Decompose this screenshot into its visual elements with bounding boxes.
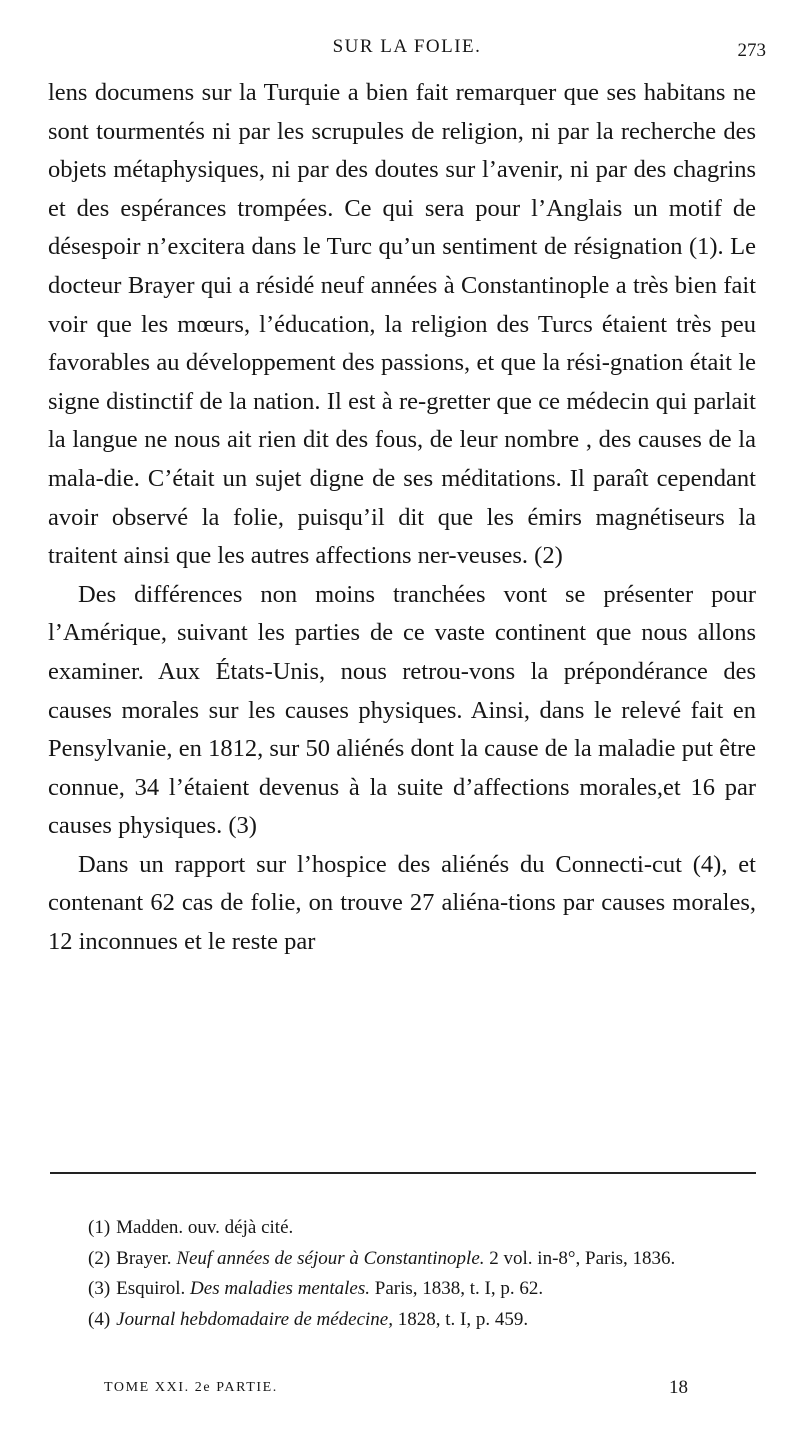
footnote-title: Des maladies mentales. xyxy=(190,1278,370,1299)
paragraph-1: lens documens sur la Turquie a bien fait remarquer que ses habitans ne sont tourmentés ni par les scrupules de religion, ni par la recherche des objets métaphysiques, ni par des doutes sur l’avenir, ni par des chagrins et des espérances trompées. Ce qui sera pour l’Anglais un motif de désespoir n’excitera dans le Turc qu’un sentiment de résignation (1). Le docteur Brayer qui a résidé neuf années à Constantinople a très bien fait voir que les mœurs, l’éducation, la religion des Turcs étaient très peu favorables au développement des passions, et que la rési-gnation était le signe distinctif de la nation. Il est à re-gretter que ce médecin qui parlait la langue ne nous ait rien dit des fous, de leur nombre , des causes de la mala-die. C’était un sujet digne de ses méditations. Il paraît cependant avoir observé la folie, puisqu’il dit que les émirs magnétiseurs la traitent ainsi que les autres affections ner-veuses. (2) xyxy=(48,79,756,570)
footnote-number: (2) xyxy=(88,1247,111,1269)
footnote-title: Neuf années de séjour à Constantinople. xyxy=(176,1247,485,1269)
footnote-details: 2 vol. in-8°, Paris, 1836. xyxy=(484,1247,676,1269)
footnote-title: Journal hebdomadaire de médecine, xyxy=(116,1308,393,1330)
paragraph-2: Des différences non moins tranchées vont se présenter pour l’Amérique, suivant les parties de ce vaste continent que nous allons examiner. Aux États-Unis, nous retrou-vons la prépondérance des causes morales sur les causes physiques. Ainsi, dans le relevé fait en Pensylvanie, en 1812, sur 50 aliénés dont la cause de la maladie put être connue, 34 l’étaient devenus à la suite d’affections morales,et 16 par causes physiques. (3) xyxy=(48,580,756,840)
footnote-number: (4) xyxy=(88,1308,111,1330)
footnote-1 xyxy=(48,1213,756,1244)
running-head xyxy=(48,36,766,66)
footnote-rule xyxy=(50,1172,756,1174)
footnote-author: Brayer. xyxy=(116,1247,177,1269)
footnote-2 xyxy=(48,1244,756,1275)
page-number: 273 xyxy=(737,40,766,61)
footnote-number: (1) xyxy=(88,1217,111,1238)
footnote-text: Madden. ouv. déjà cité. xyxy=(116,1217,294,1238)
footnote-author: Esquirol. xyxy=(116,1278,191,1299)
signature-number: 18 xyxy=(669,1377,688,1398)
printer-signature xyxy=(104,1377,688,1404)
footnotes xyxy=(48,1213,756,1335)
running-title: SUR LA FOLIE. xyxy=(332,36,482,57)
footnote-3 xyxy=(48,1274,756,1305)
footnote-details: Paris, 1838, t. I, p. 62. xyxy=(370,1278,544,1299)
paragraph-3: Dans un rapport sur l’hospice des aliénés du Connecti-cut (4), et contenant 62 cas de folie, on trouve 27 aliéna-tions par causes morales, 12 inconnues et le reste par xyxy=(48,850,756,956)
footnote-number: (3) xyxy=(88,1278,111,1299)
footnote-4 xyxy=(48,1305,756,1336)
volume-signature: TOME XXI. 2e PARTIE. xyxy=(104,1380,278,1395)
main-text xyxy=(48,74,756,962)
footnote-details: 1828, t. I, p. 459. xyxy=(392,1308,529,1330)
